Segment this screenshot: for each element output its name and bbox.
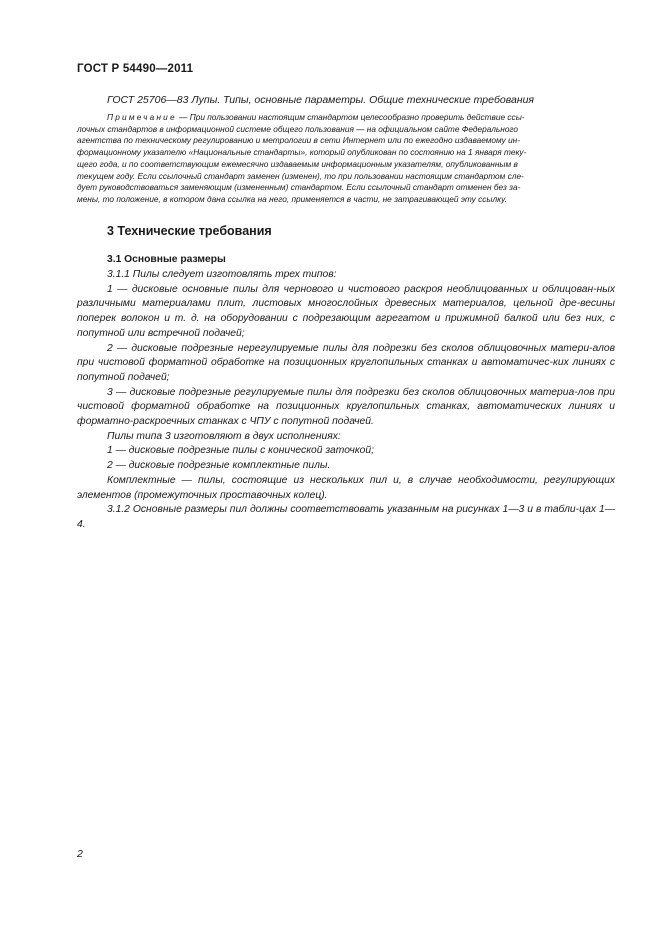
note-line: дует руководствоваться заменяющим (измененным) стандартом. Если ссылочный стандарт отменен без за- bbox=[77, 182, 521, 193]
note-label: Примечание bbox=[107, 112, 177, 122]
paragraph: Комплектные — пилы, состоящие из нескольких пил и, в случае необходимости, регулирующих элементов (промежуточных проставочных колец). bbox=[77, 474, 615, 501]
note-line: формационному указателю «Национальные стандарты», который опубликован по состоянию на 1 января теку- bbox=[77, 147, 527, 158]
note-line: мены, то положение, в котором дана ссылка на него, применяется в части, не затрагивающей эту ссылку. bbox=[77, 193, 507, 204]
paragraph: 1 — дисковые основные пилы для чернового и чистового раскроя необлицованных и облицован-ных различными материалами плит, листовых многослойных древесных материалов, цельной дре-весины поперек волокон и т. д. на оборудовании с подрезающим агрегатом и прижимной балкой или без них, с попутной или встречной подачей; bbox=[77, 283, 615, 339]
note-line: Примечание — При пользовании настоящим стандартом целесообразно проверить действие ссы- bbox=[107, 112, 525, 122]
note-line: текущем году. Если ссылочный стандарт заменен (изменен), то при пользовании настоящим стандартом сле- bbox=[77, 170, 524, 181]
paragraph: 2 — дисковые подрезные комплектные пилы. bbox=[107, 460, 331, 472]
paragraph: 2 — дисковые подрезные нерегулируемые пилы для подрезки без сколов облицовочных матери-алов при чистовой форматной обработке на позиционных круглопильных станках и автоматичес-ких линиях с попутной подачей; bbox=[77, 342, 615, 383]
note-block bbox=[77, 112, 597, 206]
paragraph: Пилы типа 3 изготовляют в двух исполнениях: bbox=[107, 430, 341, 442]
subsection-title: 3.1 Основные размеры bbox=[107, 254, 226, 265]
section-title: 3 Технические требования bbox=[107, 224, 272, 238]
document-header: ГОСТ Р 54490—2011 bbox=[77, 63, 194, 75]
paragraph: 3.1.2 Основные размеры пил должны соответствовать указанным на рисунках 1—3 и в табли-цах 1—4. bbox=[77, 504, 615, 530]
paragraph: 3 — дисковые подрезные регулируемые пилы для подрезки без сколов облицовочных материа-лов при чистовой форматной обработке на позиционных круглопильных станках, автоматических линиях и форматно-раскроечных станках с ЧПУ с попутной подачей. bbox=[77, 386, 615, 428]
section-body bbox=[77, 268, 615, 533]
note-line: лочных стандартов в информационной системе общего пользования — на официальном сайте Федерального bbox=[77, 123, 519, 134]
paragraph: 1 — дисковые подрезные пилы с конической заточкой; bbox=[107, 445, 374, 457]
reference-standard: ГОСТ 25706—83 Лупы. Типы, основные параметры. Общие технические требования bbox=[107, 94, 535, 106]
paragraph: 3.1.1 Пилы следует изготовлять трех типов: bbox=[107, 269, 337, 280]
note-line: агентства по техническому регулированию и метрологии в сети Интернет или по ежегодно издаваемому ин- bbox=[77, 135, 521, 146]
page-number: 2 bbox=[77, 848, 83, 860]
note-line: щего года, и по соответствующим ежемесячно издаваемым информационным указателям, опубликованным в bbox=[77, 158, 518, 169]
